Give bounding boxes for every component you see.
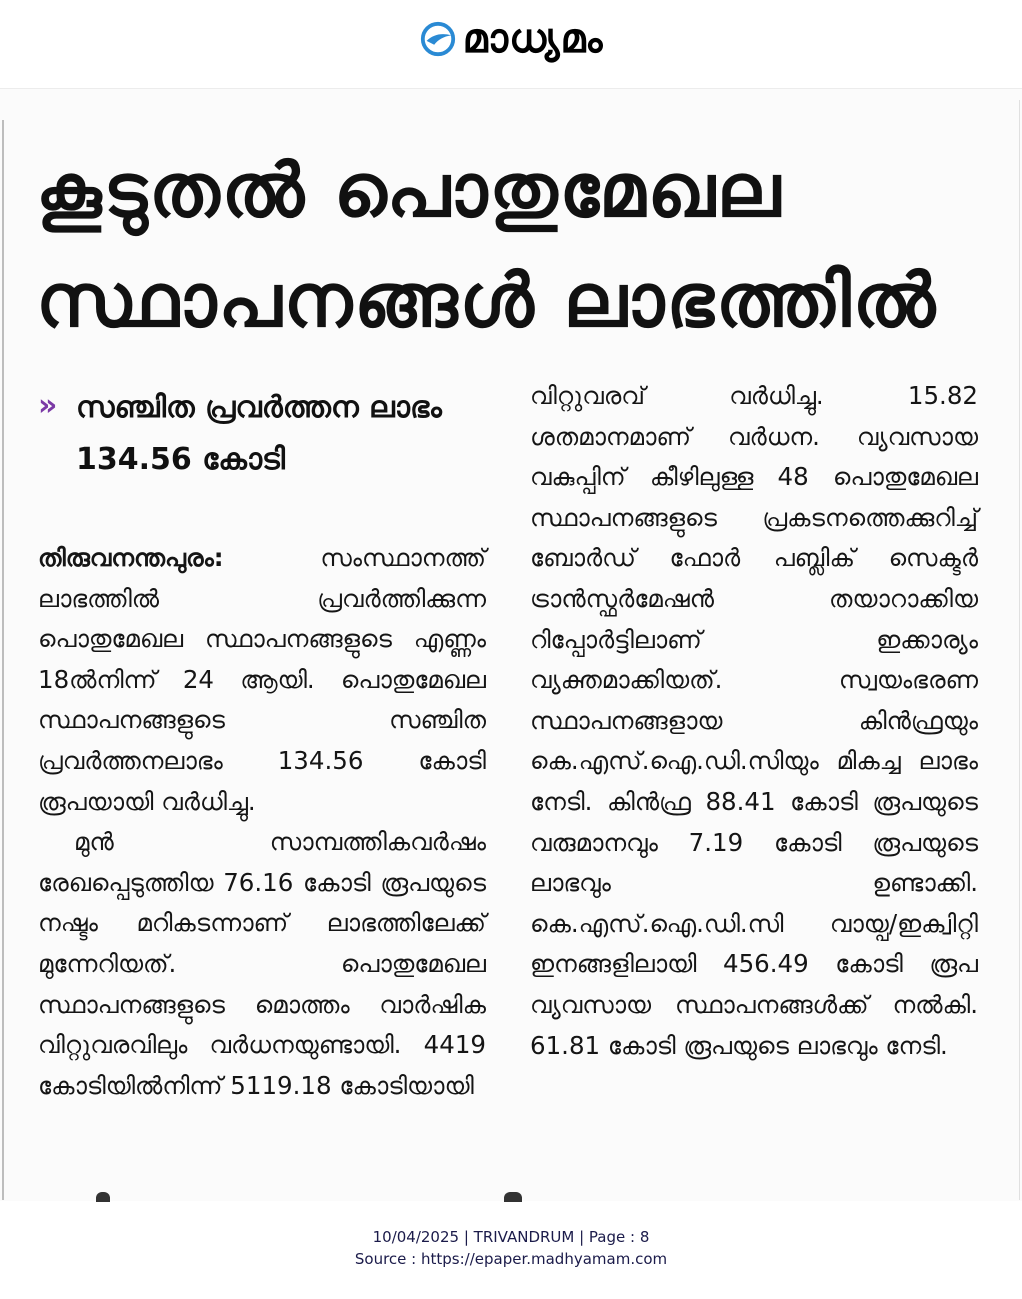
clipping-right-edge: [1019, 100, 1020, 1200]
article-headline: [36, 136, 996, 356]
cut-text-fragment: [96, 1192, 110, 1202]
cut-text-fragment: [504, 1192, 522, 1202]
page-footer: [0, 1226, 1022, 1270]
subhead-text: സഞ്ചിത പ്രവർത്തന ലാഭം 134.56 കോടി: [76, 390, 442, 477]
dateline: തിരുവനന്തപുരം:: [38, 543, 224, 572]
paragraph-2: മുൻ സാമ്പത്തികവർഷം രേഖപ്പെടുത്തിയ 76.16 കോടി രൂപയുടെ നഷ്ടം മറികടന്നാണ് ലാഭത്തിലേക്ക് മുന്നേറിയത്. പൊതുമേഖല സ്ഥാപനങ്ങളുടെ മൊത്തം വാർഷിക വിറ്റുവരവിലും വർധനയുണ്ടായി. 4419 കോടിയിൽനിന്ന് 5119.18 കോടിയായി: [38, 827, 486, 1100]
newspaper-logo-text[interactable]: മാധ്യമം: [462, 16, 604, 62]
paragraph-1-text: സംസ്ഥാനത്ത് ലാഭത്തിൽ പ്രവർത്തിക്കുന്ന പൊതുമേഖല സ്ഥാപനങ്ങളുടെ എണ്ണം 18ൽനിന്ന് 24 ആയി. പൊതുമേഖല സ്ഥാപനങ്ങളുടെ സഞ്ചിത പ്രവർത്തനലാഭം 134.56 കോടി രൂപയായി വർധിച്ചു.: [38, 543, 486, 816]
headline-line-2: സ്ഥാപനങ്ങൾ ലാഭത്തിൽ: [36, 258, 938, 344]
clipping-left-edge: [2, 120, 4, 1200]
article-column-left: [38, 538, 486, 1106]
headline-line-1: കൂടുതൽ പൊതുമേഖല: [36, 148, 783, 234]
article-column-right: [530, 376, 978, 1066]
bird-swoosh-icon: [419, 20, 457, 58]
double-chevron-icon: »: [38, 388, 58, 423]
paragraph-3: വിറ്റുവരവ് വർധിച്ചു. 15.82 ശതമാനമാണ് വർധന. വ്യവസായ വകുപ്പിന് കീഴിലുള്ള 48 പൊതുമേഖല സ്ഥാപനങ്ങളുടെ പ്രകടനത്തെക്കുറിച്ച് ബോർഡ് ഫോർ പബ്ലിക് സെക്ടർ ട്രാൻസ്ഫർമേഷൻ തയാറാക്കിയ റിപ്പോർട്ടിലാണ് ഇക്കാര്യം വ്യക്തമാക്കിയത്. സ്വയംഭരണ സ്ഥാപനങ്ങളായ കിൻഫ്രയും കെ.എസ്.ഐ.ഡി.സിയും മികച്ച ലാഭം നേടി. കിൻഫ്ര 88.41 കോടി രൂപയുടെ വരുമാനവും 7.19 കോടി രൂപയുടെ ലാഭവും ഉണ്ടാക്കി. കെ.എസ്.ഐ.ഡി.സി വായ്പ/ഇക്വിറ്റി ഇനങ്ങളിലായി 456.49 കോടി രൂപ വ്യവസായ സ്ഥാപനങ്ങൾക്ക് നൽകി. 61.81 കോടി രൂപയുടെ ലാഭവും നേടി.: [530, 381, 978, 1060]
footer-source-link[interactable]: Source : https://epaper.madhyamam.com: [354, 1250, 668, 1268]
paragraph-1: [38, 538, 486, 822]
masthead: [0, 0, 1022, 78]
footer-date-edition: 10/04/2025 | TRIVANDRUM | Page : 8: [372, 1228, 650, 1246]
